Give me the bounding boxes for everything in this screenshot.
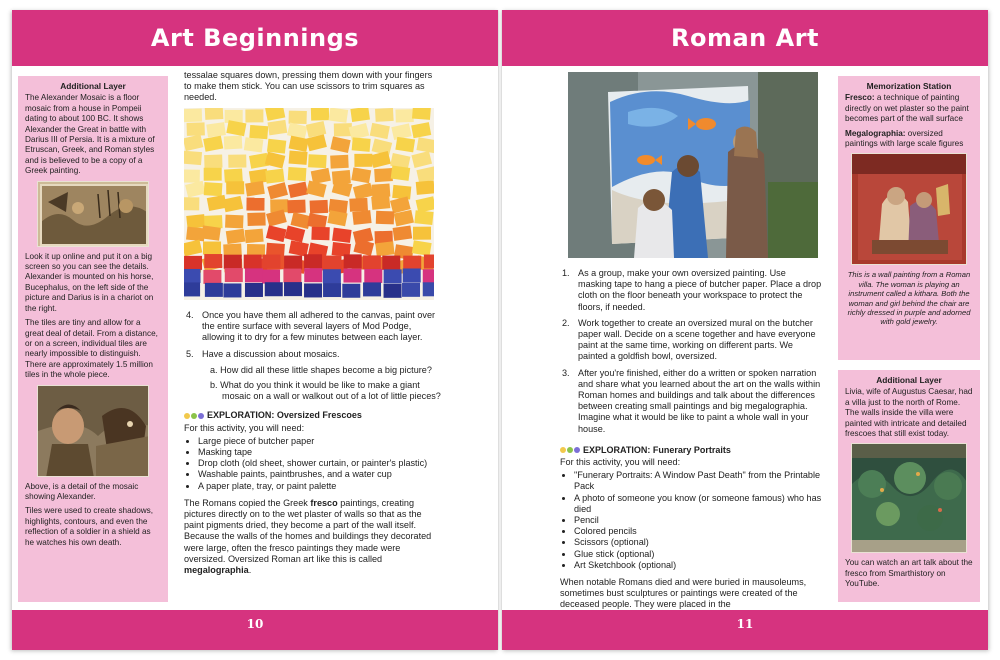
supply-item: • A paper plate, tray, or paint palette xyxy=(198,481,442,492)
supply-item: • Glue stick (optional) xyxy=(574,549,822,560)
exploration-heading: EXPLORATION: Funerary Portraits xyxy=(560,445,822,456)
step-item: 5. Have a discussion about mosaics. xyxy=(186,348,340,359)
supply-item: • Colored pencils xyxy=(574,526,822,537)
sidebar-paragraph: Look it up online and put it on a big screen so you can see the details. Alexander is mounted on his horse, Bucephalus, on the left side of the picture and Darius is in a chariot on the right. xyxy=(25,251,154,313)
roman-villa-painting-image xyxy=(851,153,967,265)
left-page xyxy=(12,10,498,650)
supply-item: • Washable paints, paintbrushes, and a water cup xyxy=(198,469,442,480)
step-item: 4. Once you have them all adhered to the canvas, paint over the entire surface with several layers of Mod Podge, allowing it to dry for a few minutes between each layer. xyxy=(186,310,436,343)
painting-caption: This is a wall painting from a Roman villa. The woman is playing an instrument called a kithara. Both the woman and girl behind the chair are richly dressed in purple and adorned with gold jewelry. xyxy=(847,270,971,327)
supply-item: • Art Sketchbook (optional) xyxy=(574,560,822,571)
supply-list xyxy=(198,436,442,492)
megalographia-term: megalographia xyxy=(184,565,249,576)
left-page-title: Art Beginnings xyxy=(150,24,360,52)
memorization-heading: Memorization Station xyxy=(866,81,952,91)
right-page-title: Roman Art xyxy=(671,24,819,52)
funerary-paragraph: When notable Romans died and were buried in mausoleums, sometimes bust sculptures or paintings were created of the deceased people. They were placed in the xyxy=(560,577,807,610)
intro-text: tessalae squares down, pressing them down with your fingers to make them stick. You can use scissors to trim squares as needed. xyxy=(184,70,433,103)
left-main-column xyxy=(184,70,440,109)
step-item: 3. After you're finished, either do a written or spoken narration and share what you learned about the art on the walls within Roman homes and buildings and talk about the differences between creating small paintings and big megalographia. Imagine what it would be like to paint a whole wall in your house. xyxy=(562,367,821,434)
exploration-dots-icon xyxy=(560,447,580,453)
supply-item: • Pencil xyxy=(574,515,822,526)
additional-layer-sidebar xyxy=(18,76,168,602)
sidebar-paragraph: Tiles were used to create shadows, highlights, contours, and even the reflection of a soldier in a shield as he watches his own death. xyxy=(25,506,154,547)
memorization-station-sidebar xyxy=(838,76,980,360)
paper-mosaic-image xyxy=(184,108,434,300)
supply-list xyxy=(574,470,822,571)
fresco-term: fresco xyxy=(310,497,338,508)
fresco-paragraph: The Romans copied the Greek fresco paintings, creating pictures directly on to the wet plaster of walls so that as the paint pigments dried, they become a part of the wall itself. Because the walls of the homes and buildings they decorated were large, often the fresco paintings they made were oversized. Oversized Roman art like this is called megalographia. xyxy=(184,497,432,576)
exploration-intro: For this activity, you will need: xyxy=(560,457,681,468)
right-page-footer xyxy=(502,610,988,650)
discussion-question: a. How did all these little shapes become a big picture? xyxy=(210,364,432,375)
exploration-heading: EXPLORATION: Oversized Frescoes xyxy=(184,410,442,421)
sidebar-paragraph: You can watch an art talk about the fresco from Smarthistory on YouTube. xyxy=(845,558,973,589)
discussion-question: b. What do you think it would be like to make a giant mosaic on a wall or walkout out of a lot of little pieces? xyxy=(210,380,441,402)
exploration-intro: For this activity, you will need: xyxy=(184,422,305,433)
additional-layer-sidebar-right xyxy=(838,370,980,602)
left-page-number: 10 xyxy=(246,617,264,631)
right-page xyxy=(502,10,988,650)
fresco-definition: Fresco: a technique of painting directly on wet plaster so the paint becomes part of the wall surface xyxy=(845,93,969,124)
supply-item: • Large piece of butcher paper xyxy=(198,436,442,447)
alexander-detail-image xyxy=(37,385,149,477)
step-item: 1. As a group, make your own oversized painting. Use masking tape to hang a piece of butcher paper. Place a drop cloth on the floor beneath your workspace to protect the floors, if needed. xyxy=(562,268,822,312)
livia-villa-fresco-image xyxy=(851,443,967,553)
exploration-dots-icon xyxy=(184,413,204,419)
supply-item: • Scissors (optional) xyxy=(574,537,822,548)
left-page-footer xyxy=(12,610,498,650)
right-page-number: 11 xyxy=(736,617,754,631)
left-lower-column xyxy=(184,310,442,581)
supply-item: • Masking tape xyxy=(198,447,442,458)
left-page-header xyxy=(12,10,498,66)
sidebar-heading: Additional Layer xyxy=(876,375,942,385)
paper-mosaic-graphic xyxy=(184,108,434,300)
sidebar-paragraph: The Alexander Mosaic is a floor mosaic from a house in Pompeii dating to about 100 BC. It shows Alexander the Great in battle with Darius III of Persia. It is a mixture of Etruscan, Greek, and Roman styles and is believed to be a copy of a Greek painting. xyxy=(25,93,155,176)
sidebar-paragraph: Livia, wife of Augustus Caesar, had a villa just to the north of Rome. The walls inside the villa were painted with intricate and detailed frescoes that still exist today. xyxy=(845,387,973,439)
sidebar-paragraph: The tiles are tiny and allow for a great deal of detail. From a distance, or on a screen, individual tiles are nearly impossible to distinguish. There are approximately 1.5 million tiles in the whole piece. xyxy=(25,318,158,380)
right-main-column xyxy=(560,268,822,616)
sidebar-heading: Additional Layer xyxy=(60,81,126,91)
megalographia-definition: Megalographia: oversized paintings with large scale figures xyxy=(845,128,964,149)
step-item: 2. Work together to create an oversized mural on the butcher paper wall. Decide on a scene together and have everyone paint at the same time, working on different parts. We painted a goldfish bowl, oversized. xyxy=(562,317,816,362)
sidebar-paragraph: Above, is a detail of the mosaic showing Alexander. xyxy=(25,481,139,501)
group-mural-photo xyxy=(568,72,818,258)
supply-item: • A photo of someone you know (or someone famous) who has died xyxy=(574,493,822,515)
alexander-mosaic-image xyxy=(37,181,149,247)
supply-item: • "Funerary Portraits: A Window Past Death" from the Printable Pack xyxy=(574,470,822,492)
supply-item: • Drop cloth (old sheet, shower curtain, or painter's plastic) xyxy=(198,458,442,469)
right-page-header xyxy=(502,10,988,66)
